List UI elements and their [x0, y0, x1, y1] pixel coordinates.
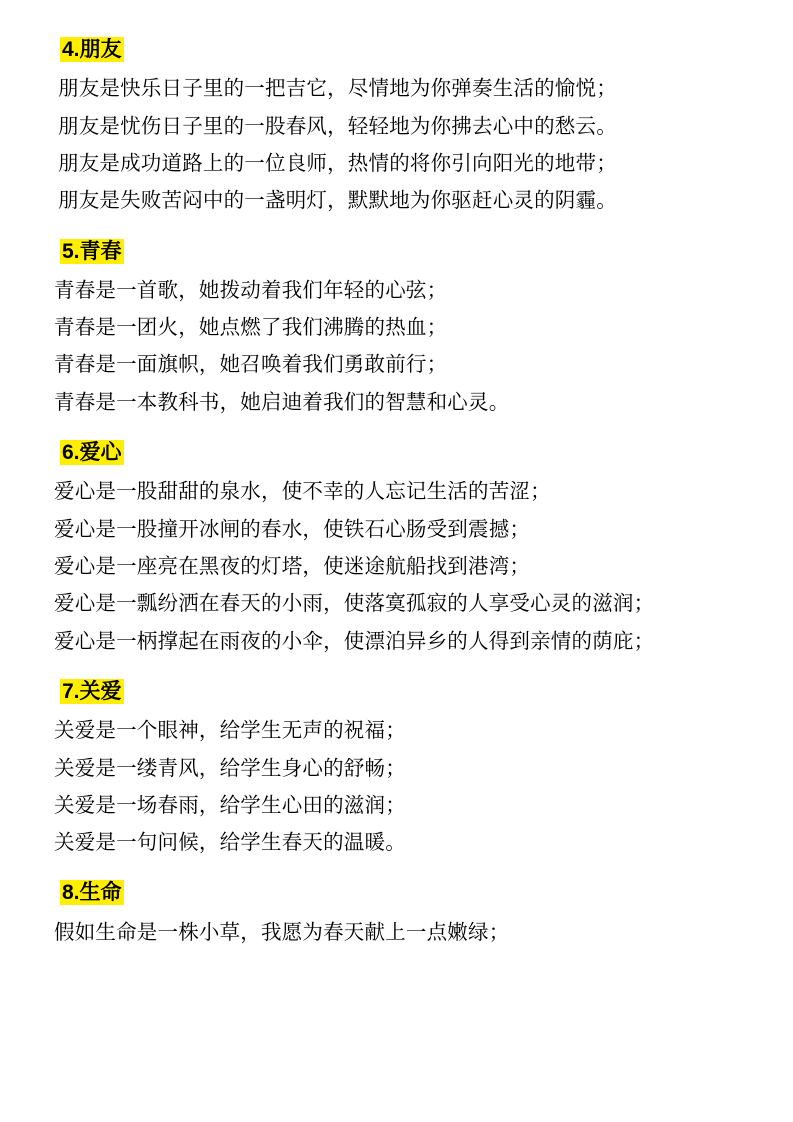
paragraph-line: 朋友是忧伤日子里的一股春风，轻轻地为你拂去心中的愁云。 — [58, 114, 617, 138]
section-heading-text: 4.朋友 — [62, 38, 122, 61]
paragraph-line: 朋友是成功道路上的一位良师，热情的将你引向阳光的地带； — [58, 151, 617, 175]
paragraph-line: 关爱是一句问候，给学生春天的温暖。 — [54, 831, 406, 855]
paragraph-line: 青春是一首歌，她拨动着我们年轻的心弦； — [54, 278, 448, 302]
section-heading — [52, 439, 745, 467]
section-youth — [52, 238, 745, 422]
section-heading-text: 5.青春 — [62, 239, 122, 263]
paragraph-line: 朋友是快乐日子里的一把吉它，尽情地为你弹奏生活的愉悦； — [58, 77, 617, 101]
paragraph-line: 爱心是一股撞开冰闸的春水，使铁石心肠受到震撼； — [54, 517, 531, 541]
section-friends — [52, 36, 745, 220]
section-heading-text: 8.生命 — [62, 881, 122, 905]
paragraph-line: 关爱是一个眼神，给学生无声的祝福； — [54, 719, 406, 743]
section-heading — [52, 879, 745, 907]
section-heading-text: 7.关爱 — [62, 679, 122, 703]
paragraph-line: 关爱是一场春雨，给学生心田的滋润； — [54, 793, 406, 817]
paragraph-line: 爱心是一柄撑起在雨夜的小伞，使漂泊异乡的人得到亲情的荫庇； — [54, 629, 655, 653]
section-heading — [52, 36, 745, 64]
section-life — [52, 879, 745, 951]
paragraph-line: 爱心是一瓢纷洒在春天的小雨，使落寞孤寂的人享受心灵的滋润； — [54, 592, 655, 616]
paragraph-line: 假如生命是一株小草，我愿为春天献上一点嫩绿； — [54, 920, 510, 944]
paragraph-line: 青春是一本教科书，她启迪着我们的智慧和心灵。 — [54, 390, 510, 414]
paragraph-line: 关爱是一缕青风，给学生身心的舒畅； — [54, 756, 406, 780]
paragraph-line: 青春是一面旗帜，她召唤着我们勇敢前行； — [54, 353, 448, 377]
section-love — [52, 439, 745, 660]
section-heading — [52, 678, 745, 706]
paragraph-line: 爱心是一股甜甜的泉水，使不幸的人忘记生活的苦涩； — [54, 480, 551, 504]
paragraph-line: 青春是一团火，她点燃了我们沸腾的热血； — [54, 316, 448, 340]
section-care — [52, 678, 745, 862]
section-heading — [52, 238, 745, 266]
paragraph-line: 爱心是一座亮在黑夜的灯塔，使迷途航船找到港湾； — [54, 555, 531, 578]
section-heading-text: 6.爱心 — [62, 441, 122, 465]
paragraph-line: 朋友是失败苦闷中的一盏明灯，默默地为你驱赶心灵的阴霾。 — [58, 189, 617, 213]
